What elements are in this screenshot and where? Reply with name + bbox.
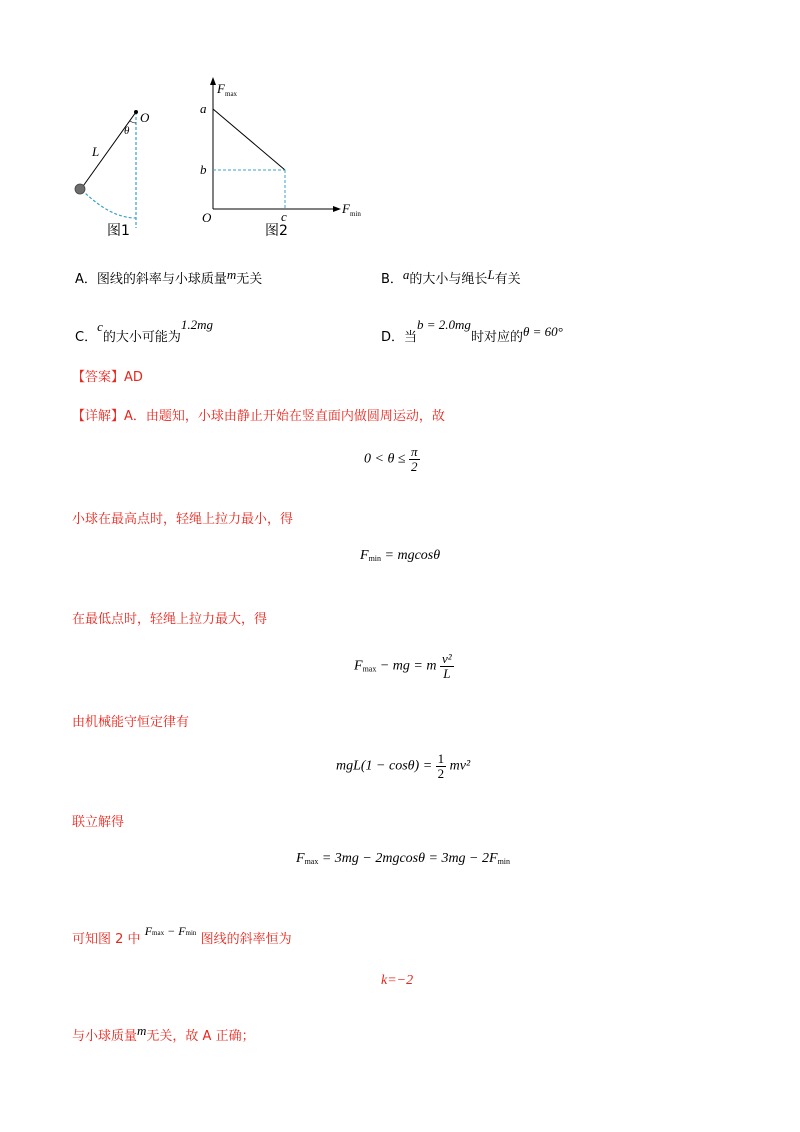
figure-1-caption: 图1 bbox=[107, 223, 130, 239]
equation-4: mgL(1 − cosθ) = $\frac{1}{2}$ mv² bbox=[336, 751, 471, 781]
paragraph-slope: 可知图 2 中 Fmax − Fmin 图线的斜率恒为 bbox=[72, 924, 292, 947]
x-axis-arrow bbox=[333, 206, 341, 212]
option-A: A．图线的斜率与小球质量$^m$无关 bbox=[75, 267, 263, 287]
equation-5: $F_{max} = 3mg - 2mgcos\theta = 3mg - 2F_{min}$ bbox=[296, 851, 511, 866]
y-axis-arrow bbox=[210, 77, 216, 85]
answer-value: AD bbox=[124, 370, 143, 385]
figure-2-caption: 图2 bbox=[265, 223, 288, 239]
label-L: L bbox=[92, 144, 100, 159]
option-D: D．当$^{b = 2.0mg}$时对应的$^{\theta = 60^\circ}$ bbox=[381, 317, 563, 345]
string-line bbox=[81, 112, 136, 189]
answer-line bbox=[72, 369, 143, 387]
paragraph-energy: 由机械能守恒定律有 bbox=[72, 715, 190, 730]
label-O: O bbox=[140, 110, 150, 125]
paragraph-top: 小球在最高点时，轻绳上拉力最小，得 bbox=[72, 512, 294, 527]
tick-c: c bbox=[281, 209, 287, 224]
y-axis-label-sub: max bbox=[225, 90, 238, 98]
angle-arc bbox=[130, 121, 136, 123]
paragraph-conclusion: 与小球质量$^m$无关，故 A 正确； bbox=[72, 1023, 255, 1044]
tick-b: b bbox=[200, 162, 207, 177]
option-C: C．$^c$的大小可能为$^{1.2mg}$ bbox=[75, 317, 214, 345]
x-axis-label-sub: min bbox=[350, 210, 361, 218]
y-axis-label: F bbox=[217, 81, 225, 96]
paragraph-solve: 联立解得 bbox=[72, 815, 125, 830]
label-theta: θ bbox=[124, 125, 130, 137]
equation-6: k=−2 bbox=[381, 973, 414, 988]
equation-2: $F_{min} = mgcos\theta$ bbox=[360, 548, 441, 563]
equation-1: 0 < θ ≤ $\frac{\pi}{2}$ bbox=[364, 444, 418, 474]
answer-label: 【答案】 bbox=[72, 370, 125, 385]
equation-3: $F_{max}$ − mg = m $\frac{\text{v²}}{L}$ bbox=[354, 651, 452, 681]
origin-label: O bbox=[202, 210, 212, 225]
paragraph-bottom: 在最低点时，轻绳上拉力最大，得 bbox=[72, 612, 268, 627]
option-B: B．$^a$的大小与绳长$^L$有关 bbox=[381, 267, 521, 287]
figure-2-graph bbox=[190, 75, 380, 225]
arc-dashed-path bbox=[82, 190, 136, 218]
x-axis-label: F bbox=[342, 201, 350, 216]
solution-intro: 【详解】A．由题知，小球由静止开始在竖直面内做圆周运动，故 bbox=[72, 409, 445, 424]
tick-a: a bbox=[200, 101, 207, 116]
graph-line bbox=[213, 109, 285, 170]
pivot-point bbox=[134, 110, 138, 114]
ball bbox=[75, 184, 85, 194]
